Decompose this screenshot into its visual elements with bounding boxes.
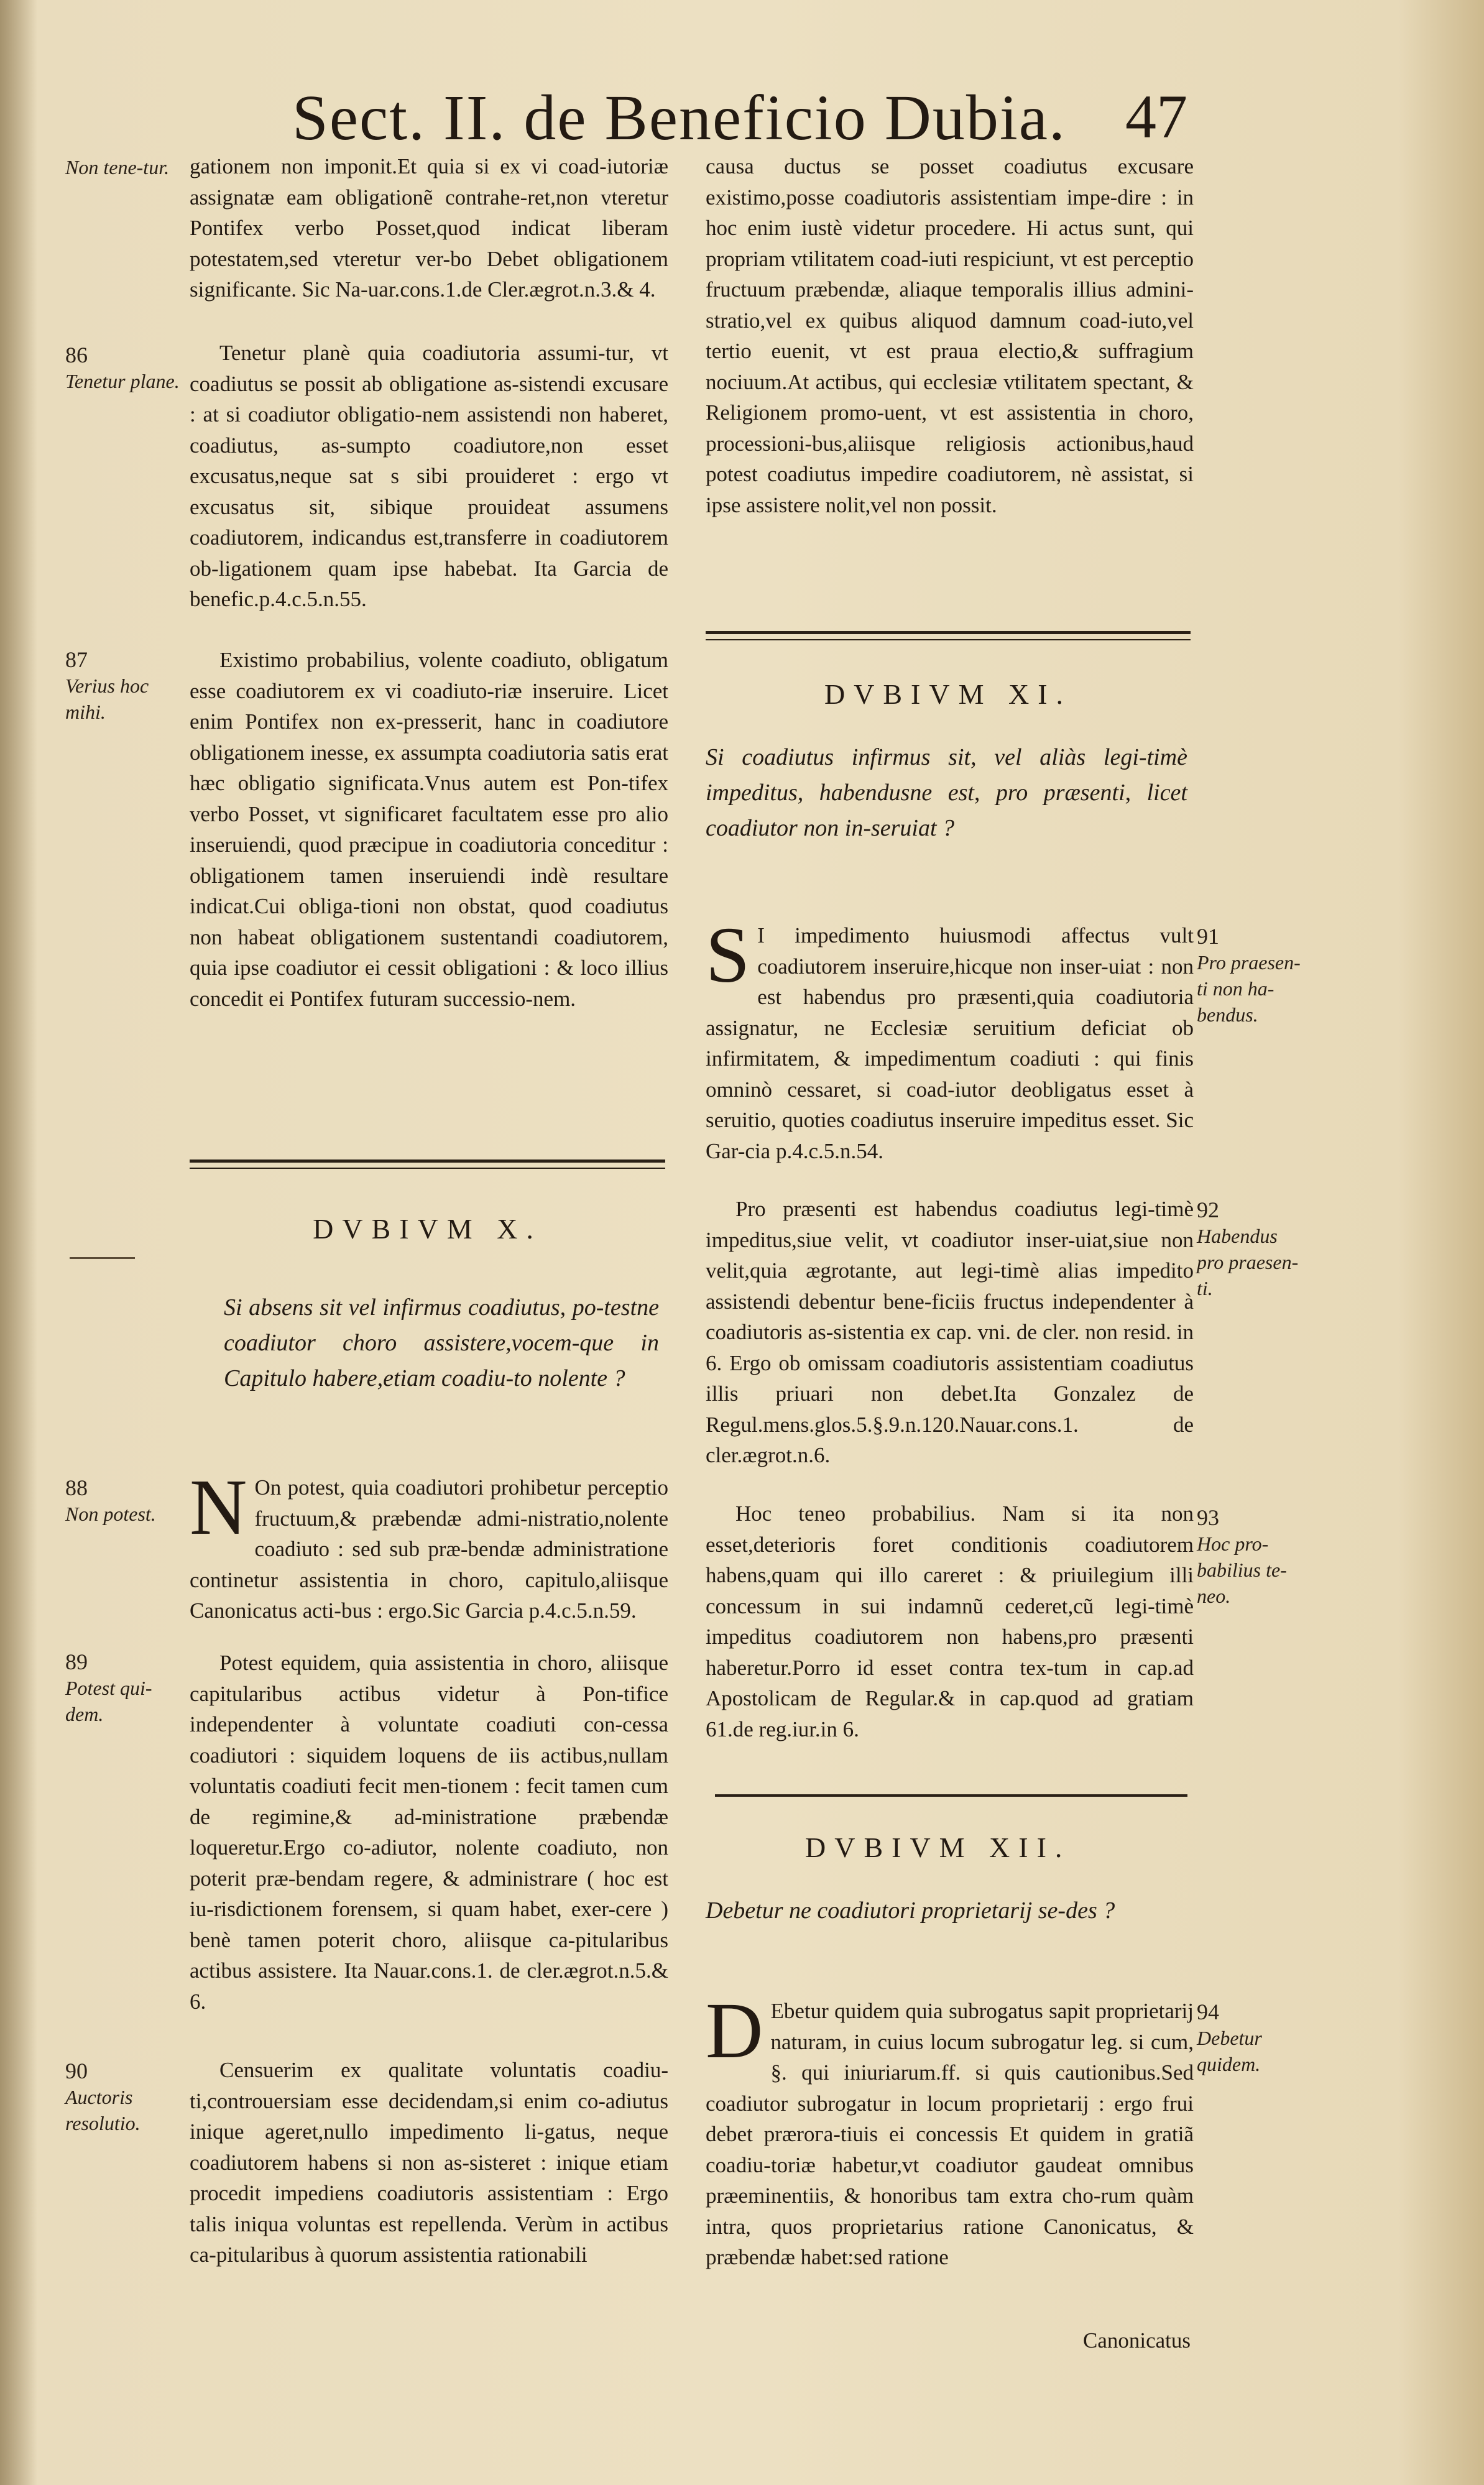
- section-rule: [715, 1794, 1187, 1797]
- running-header: [292, 81, 1187, 155]
- left-paragraph-5: Potest equidem, quia assistentia in choro, aliisque capitularibus actibus videtur à Pon-tifice independenter à voluntate coadiuti con-cessa coadiutori : siquidem loquens de iis actibus,nullam voluntatis coadiuti fecit men-tionem : fecit tamen cum de regimine,& ad-ministratione præbendæ loqueretur.Ergo co-adiutor, nolente coadiuto, non poterit præ-bendam regere, & administrare ( hoc est iu-risdictionem forensem, si quam habet, exer-cere ) benè tamen poterit choro, aliisque ca-pitularibus actibus assistere. Ita Nauar.cons.1. de cler.ægrot.n.5.& 6.: [190, 1651, 668, 2014]
- paragraph-text: On potest, quia coadiutori prohibetur perceptio fructuum,& præbendæ admi-nistratio,nolente coadiuto : sed sub præ-bendæ administratione continetur assistentia in choro, capitulo,aliisque Canonicatus acti-bus : ergo.Sic Garcia p.4.c.5.n.59.: [190, 1475, 668, 1623]
- margin-note-number: 86: [65, 343, 88, 367]
- spine-shadow: [0, 0, 37, 2485]
- drop-cap: N: [190, 1463, 247, 1551]
- right-paragraph-1: causa ductus se posset coadiutus excusare existimo,posse coadiutoris assistentiam impe-dire : in hoc enim iustè videtur procedere. Hi actus sunt, qui propriam vtilitatem coad-iuti respiciunt, vt est perceptio fructuum præbendæ, aliaque temporalis illius admini-stratio,vel ex quibus aliquod damnum coad-iuto,vel tertio euenit, vt est praua electio,& suffragium nociuum.At actibus, qui ecclesiæ vtilitatem spectant, & Religionem promo-uent, vt est assistentia in choro, processioni-bus,aliisque religiosis actionibus,haud potest coadiutus impedire coadiutorem, nè assistat, si ipse assistere nolit,vel non possit.: [706, 154, 1194, 517]
- margin-note-87: [65, 647, 180, 725]
- margin-note-text: Hoc pro-babilius te-neo.: [1197, 1533, 1287, 1607]
- margin-note-text: Potest qui-dem.: [65, 1677, 152, 1725]
- margin-note-90: [65, 2058, 180, 2136]
- margin-note-89: [65, 1649, 180, 1727]
- margin-note-number: 94: [1197, 1999, 1219, 2024]
- right-paragraph-2: [706, 911, 1194, 1166]
- margin-note-number: 92: [1197, 1197, 1219, 1222]
- section-rule: [190, 1160, 665, 1169]
- left-paragraph-3: Existimo probabilius, volente coadiuto, obligatum esse coadiutorem ex vi coadiuto-riæ inseruire. Licet enim Pontifex non ex-presserit, hanc in coadiutore obligationem inesse, ex assumpta coadiutoria satis erat hæc obligatio significata.Vnus autem est Pon-tifex verbo Posset, vt significaret facultatem esse pro alio inseruiendi, quod præcipue in coadiutoria conceditur : obligationem tamen inseruiendi indè resultare indicat.Cui obliga-tioni non obstat, quod coadiutus non habeat obligationem sustentandi coadiutorem, quia ipse coadiutor ei cessit obligationi : & loco illius concedit ei Pontifex futuram successio-nem.: [190, 648, 668, 1011]
- page-number: 47: [1125, 82, 1187, 151]
- margin-note-text: Debetur quidem.: [1197, 2027, 1262, 2075]
- margin-note-number: 88: [65, 1475, 88, 1500]
- left-paragraph-6: Censuerim ex qualitate voluntatis coadiu-ti,controuersiam esse decidendam,si enim co-adiutus inique ageret,nullo impedimento li-gatus, neque coadiutorem habens si non as-sisteret : inique etiam procedit impediens coadiutoris assistentiam : Ergo talis iniqua voluntas est repellenda. Verùm in actibus ca-pitularibus à quorum assistentia rationabili: [190, 2058, 668, 2267]
- margin-note-86: [65, 342, 180, 394]
- header-title: Sect. II. de Beneficio Dubia.: [292, 82, 1066, 154]
- margin-note-number: 90: [65, 2059, 88, 2083]
- dubium-x-question: Si absens sit vel infirmus coadiutus, po-testne coadiutor choro assistere,vocem-que in Capitulo habere,etiam coadiu-to nolente ?: [224, 1294, 659, 1391]
- margin-note-number: 87: [65, 647, 88, 672]
- dubium-xii-question: Debetur ne coadiutori proprietarij se-des ?: [706, 1897, 1115, 1924]
- margin-note-number: 89: [65, 1649, 88, 1674]
- margin-note-88: [65, 1475, 180, 1527]
- catchword: Canonicatus: [1082, 2328, 1191, 2353]
- margin-note-text: Pro praesen-ti non ha-bendus.: [1197, 951, 1301, 1026]
- right-paragraph-5: [706, 1986, 1194, 2273]
- section-rule: [706, 631, 1191, 640]
- right-paragraph-3: Pro præsenti est habendus coadiutus legi-timè impeditus,siue velit, vt coadiutor inser-uiat,siue non velit,quia ægrotante, aut legi-timè alias impedito assistendi debentur bene-ficiis fructus independenter à coadiutoris as-sistentia ex cap. vni. de cler. non resid. in 6. Ergo ob omissam coadiutoris assistentiam coadiutus illis priuari non debet.Ita Gonzalez de Regul.mens.glos.5.§.9.n.120.Nauar.cons.1. de cler.ægrot.n.6.: [706, 1197, 1194, 1467]
- margin-note-text: Habendus pro praesen-ti.: [1197, 1225, 1299, 1299]
- margin-dash: [70, 1257, 135, 1259]
- right-paragraph-4: Hoc teneo probabilius. Nam si ita non esset,deterioris foret conditionis coadiutorem habens,quam qui illo careret : & priuilegium illi concessum in sui indamnũ cederet,cũ legi-timè impeditus coadiutorem non habens,pro præsenti haberetur.Porro id esset contra tex-tum in cap.ad Apostolicam de Regular.& in cap.quod ad gratiam 61.de reg.iur.in 6.: [706, 1501, 1194, 1741]
- margin-note-text: Tenetur plane.: [65, 370, 180, 392]
- paragraph-text: Ebetur quidem quia subrogatus sapit proprietarij naturam, in cuius locum subrogatur leg. si cum, §. qui iniuriarum.ff. si quis cautionibus.Sed coadiutor subrogatur in locum proprietarij : ergo frui debet prærога-tiuis ei concessis Et quidem in gratiã coadiu-toriæ habetur,vt coadiutor gaudeat omnibus præeminentiis, & honoribus tam extra cho-rum quàm intra, quos proprietarius ratione Canonicatus, & præbendæ habet:sed ratione: [706, 1999, 1194, 2269]
- margin-note-93: [1197, 1505, 1306, 1609]
- margin-note-number: 91: [1197, 924, 1219, 949]
- drop-cap: S: [706, 911, 750, 999]
- dubium-x-heading: DVBIVM X.: [313, 1213, 542, 1245]
- dubium-xi-heading: DVBIVM XI.: [824, 678, 1072, 710]
- left-paragraph-4: [190, 1463, 668, 1626]
- left-paragraph-1: gationem non imponit.Et quia si ex vi coad-iutoriæ assignatæ eam obligationẽ contrahe-ret,non vteretur Pontifex verbo Posset,quod indicat liberam potestatem,sed vteretur ver-bo Debet obligationem significante. Sic Na-uar.cons.1.de Cler.ægrot.n.3.& 4.: [190, 154, 668, 302]
- paragraph-text: I impedimento huiusmodi affectus vult coadiutorem inseruire,hicque non inser-uiat : non est habendus pro præsenti,quia coadiutoria assignatur, ne Ecclesiæ seruitium deficiat ob infirmitatem, & impedimentum coadiuti : qui finis omninò cessaret, si coad-iutor deobligatus esset à seruitio, quoties coadiutus inseruire impeditus esset. Sic Gar-cia p.4.c.5.n.54.: [706, 923, 1194, 1163]
- margin-note-text: Verius hoc mihi.: [65, 675, 149, 723]
- margin-note-text: Auctoris resolutio.: [65, 2086, 141, 2134]
- margin-note-92: [1197, 1197, 1306, 1301]
- margin-note-text: Non potest.: [65, 1503, 156, 1525]
- margin-note-non-tenetur: [65, 154, 180, 180]
- dubium-xii-heading: DVBIVM XII.: [805, 1832, 1071, 1863]
- margin-note-number: 93: [1197, 1505, 1219, 1530]
- margin-note-94: [1197, 1999, 1306, 2077]
- left-paragraph-2: Tenetur planè quia coadiutoria assumi-tur, vt coadiutus se possit ab obligatione as-sistendi excusare : at si coadiutor obligatio-nem assistendi non haberet, coadiutus, as-sumpto coadiutore,non esset excusatus,neque sat s sibi prouideret : ergo vt excusatus sit, sibique prouideat assumens coadiutorem, indicandus est,transferre in coadiutorem ob-ligationem quam ipse habebat. Ita Garcia de benefic.p.4.c.5.n.55.: [190, 341, 668, 611]
- margin-note-text: Non tene-tur.: [65, 156, 170, 178]
- dubium-xi-question: Si coadiutus infirmus sit, vel aliàs legi-timè impeditus, habendusne est, pro præsenti, licet coadiutor non in-seruiat ?: [706, 744, 1187, 841]
- margin-note-91: [1197, 923, 1306, 1028]
- drop-cap: D: [706, 1986, 763, 2075]
